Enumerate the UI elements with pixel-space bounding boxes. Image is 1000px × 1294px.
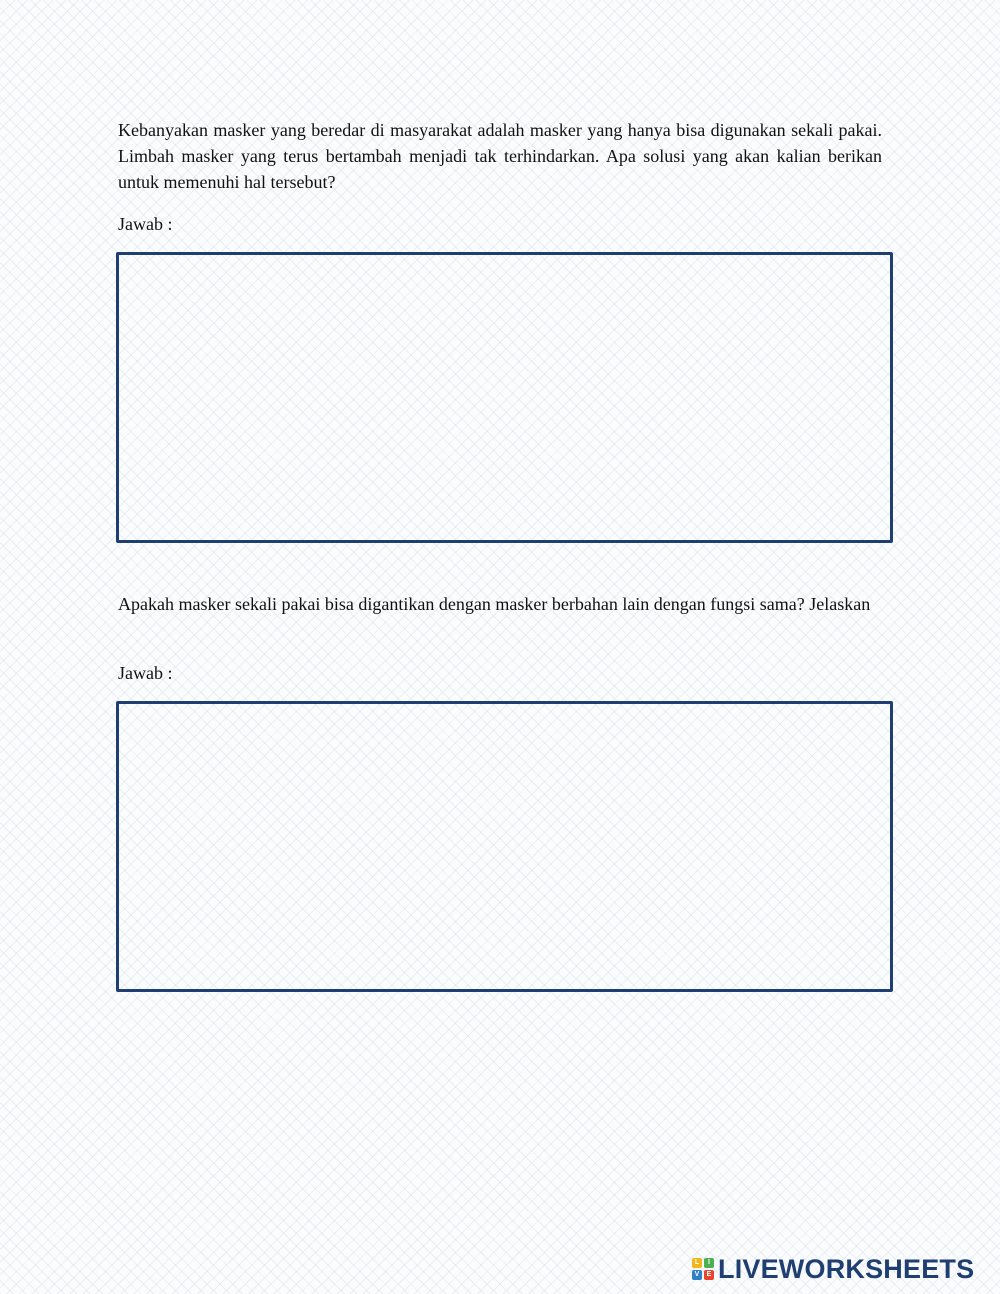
- brand-wordmark: LIVEWORKSHEETS: [718, 1253, 975, 1284]
- question-1-text: Kebanyakan masker yang beredar di masyarakat adalah masker yang hanya bisa digunakan sekali pakai. Limbah masker yang terus bertambah menjadi tak terhindarkan. Apa solusi yang akan kalian berikan untuk memenuhi hal tersebut?: [118, 120, 882, 192]
- question-1-answer-label: Jawab :: [118, 214, 173, 234]
- question-1-answer-field[interactable]: [116, 252, 893, 543]
- question-2-answer-field[interactable]: [116, 701, 893, 992]
- logo-tile-e: E: [704, 1270, 714, 1280]
- question-2-text: Apakah masker sekali pakai bisa digantikan dengan masker berbahan lain dengan fungsi sama? Jelaskan: [118, 594, 871, 614]
- liveworksheets-brand: [692, 1252, 974, 1286]
- logo-tile-i: I: [704, 1258, 714, 1268]
- logo-tile-v: V: [692, 1270, 702, 1280]
- logo-tile-l: L: [692, 1258, 702, 1268]
- question-2-answer-label: Jawab :: [118, 663, 173, 683]
- liveworksheets-logo-icon: [692, 1258, 714, 1280]
